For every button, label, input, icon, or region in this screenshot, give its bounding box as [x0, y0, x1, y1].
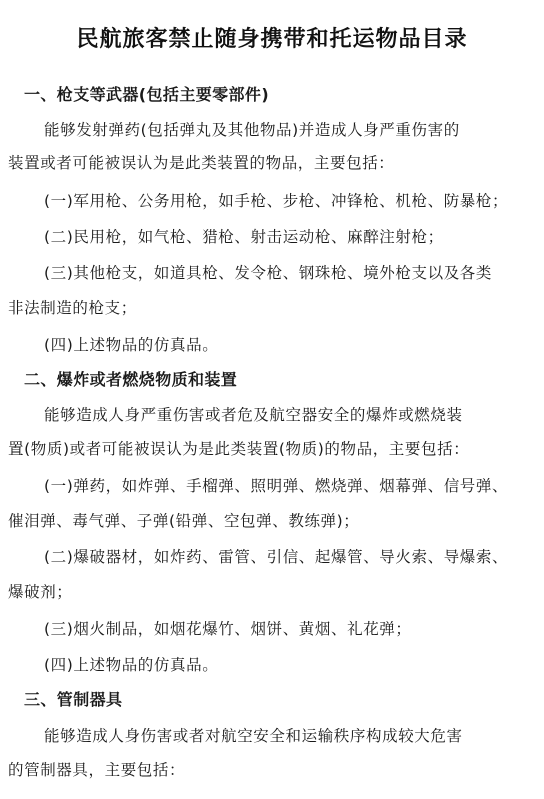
section-2-item-2-line-1: (二)爆破器材，如炸药、雷管、引信、起爆管、导火索、导爆索、 [44, 548, 509, 566]
section-1-intro-line-2: 装置或者可能被误认为是此类装置的物品，主要包括： [8, 154, 395, 172]
document-title: 民航旅客禁止随身携带和托运物品目录 [76, 27, 468, 52]
section-heading-1: 一、枪支等武器(包括主要零部件) [24, 85, 270, 104]
section-heading-3: 三、管制器具 [24, 690, 123, 709]
section-2-intro-line-2: 置(物质)或者可能被误认为是此类装置(物质)的物品，主要包括： [8, 440, 470, 458]
section-3-intro-line-1: 能够造成人身伤害或者对航空安全和运输秩序构成较大危害 [44, 727, 463, 745]
section-2-item-3: (三)烟火制品，如烟花爆竹、烟饼、黄烟、礼花弹； [44, 620, 412, 638]
section-3-intro-line-2: 的管制器具，主要包括： [8, 761, 186, 779]
section-heading-2: 二、爆炸或者燃烧物质和装置 [24, 370, 238, 389]
section-1-item-1: (一)军用枪、公务用枪，如手枪、步枪、冲锋枪、机枪、防暴枪； [44, 192, 509, 210]
section-2-item-1-line-1: (一)弹药，如炸弹、手榴弹、照明弹、燃烧弹、烟幕弹、信号弹、 [44, 477, 509, 495]
section-2-item-4: (四)上述物品的仿真品。 [44, 656, 219, 674]
section-2-intro-line-1: 能够造成人身严重伤害或者危及航空器安全的爆炸或燃烧装 [44, 406, 463, 424]
section-1-intro-line-1: 能够发射弹药(包括弹丸及其他物品)并造成人身严重伤害的 [44, 121, 460, 139]
section-1-item-3-line-1: (三)其他枪支，如道具枪、发令枪、钢珠枪、境外枪支以及各类 [44, 264, 492, 282]
section-2-item-2-line-2: 爆破剂； [8, 583, 73, 601]
section-1-item-4: (四)上述物品的仿真品。 [44, 336, 219, 354]
section-2-item-1-line-2: 催泪弹、毒气弹、子弹(铅弹、空包弹、教练弹)； [8, 512, 360, 530]
section-1-item-3-line-2: 非法制造的枪支； [8, 299, 137, 317]
section-1-item-2: (二)民用枪，如气枪、猎枪、射击运动枪、麻醉注射枪； [44, 228, 444, 246]
